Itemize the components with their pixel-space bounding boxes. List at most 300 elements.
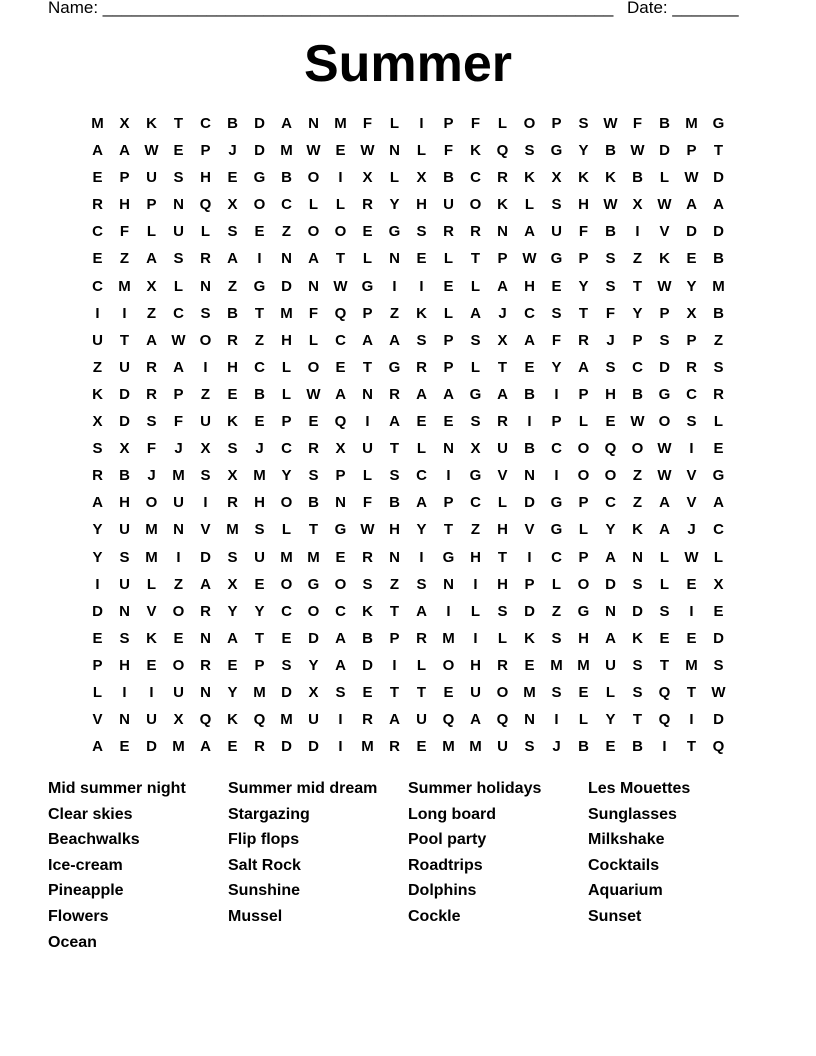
grid-letter[interactable]: X [335, 440, 346, 458]
grid-letter[interactable]: E [335, 142, 346, 160]
grid-letter[interactable]: P [578, 250, 589, 268]
grid-letter[interactable]: Q [658, 711, 671, 729]
grid-letter[interactable]: L [308, 196, 319, 214]
grid-letter[interactable]: C [281, 602, 292, 620]
grid-letter[interactable]: P [659, 304, 670, 322]
grid-letter[interactable]: N [308, 277, 319, 295]
grid-letter[interactable]: J [147, 467, 156, 485]
grid-letter[interactable]: T [497, 548, 508, 566]
grid-letter[interactable]: O [307, 169, 320, 187]
grid-letter[interactable]: C [632, 358, 643, 376]
grid-letter[interactable]: Q [253, 711, 266, 729]
grid-letter[interactable]: A [578, 358, 589, 376]
grid-letter[interactable]: S [632, 656, 643, 674]
grid-letter[interactable]: O [334, 223, 347, 241]
grid-letter[interactable]: O [307, 602, 320, 620]
letter-grid[interactable] [84, 110, 732, 760]
grid-letter[interactable]: I [554, 385, 559, 403]
grid-letter[interactable]: V [659, 223, 670, 241]
grid-letter[interactable]: C [200, 115, 211, 132]
grid-letter[interactable]: E [605, 413, 616, 431]
grid-letter[interactable]: W [306, 385, 321, 403]
grid-letter[interactable]: E [92, 250, 103, 268]
grid-letter[interactable]: N [389, 250, 400, 268]
grid-letter[interactable]: D [281, 277, 292, 295]
grid-letter[interactable]: R [362, 711, 373, 729]
grid-letter[interactable]: B [308, 494, 319, 512]
grid-letter[interactable]: X [227, 196, 238, 214]
grid-letter[interactable]: T [686, 683, 697, 701]
grid-letter[interactable]: P [686, 331, 697, 349]
grid-letter[interactable]: E [524, 358, 535, 376]
grid-letter[interactable]: A [227, 629, 238, 647]
grid-letter[interactable]: N [605, 602, 616, 620]
grid-letter[interactable]: K [524, 169, 535, 187]
grid-letter[interactable]: C [335, 602, 346, 620]
grid-letter[interactable]: H [119, 494, 130, 512]
grid-letter[interactable]: A [200, 575, 211, 593]
grid-letter[interactable]: S [119, 548, 130, 566]
grid-letter[interactable]: C [281, 440, 292, 458]
grid-letter[interactable]: A [119, 142, 130, 160]
grid-letter[interactable]: Y [227, 602, 238, 620]
grid-letter[interactable]: C [281, 196, 292, 214]
grid-letter[interactable]: W [684, 169, 699, 187]
grid-letter[interactable]: T [173, 115, 184, 132]
grid-letter[interactable]: C [551, 548, 562, 566]
grid-letter[interactable]: D [686, 223, 697, 241]
grid-letter[interactable]: S [92, 440, 103, 458]
grid-letter[interactable]: M [226, 521, 239, 539]
grid-letter[interactable]: U [497, 440, 508, 458]
grid-letter[interactable]: U [443, 196, 454, 214]
grid-letter[interactable]: O [658, 413, 671, 431]
grid-letter[interactable]: F [146, 440, 157, 458]
grid-letter[interactable]: R [146, 358, 157, 376]
grid-letter[interactable]: A [335, 656, 346, 674]
grid-letter[interactable]: L [659, 169, 670, 187]
grid-letter[interactable]: B [578, 738, 589, 756]
grid-letter[interactable]: A [686, 196, 697, 214]
grid-letter[interactable]: E [227, 738, 238, 756]
grid-letter[interactable]: A [470, 304, 481, 322]
grid-letter[interactable]: W [171, 331, 186, 349]
grid-letter[interactable]: E [659, 629, 670, 647]
grid-letter[interactable]: A [335, 385, 346, 403]
grid-letter[interactable]: X [686, 304, 697, 322]
grid-letter[interactable]: M [469, 738, 482, 756]
grid-letter[interactable]: M [442, 629, 455, 647]
grid-letter[interactable]: L [497, 629, 508, 647]
grid-letter[interactable]: P [443, 331, 454, 349]
grid-letter[interactable]: X [119, 440, 130, 458]
grid-letter[interactable]: L [659, 548, 670, 566]
grid-letter[interactable]: N [173, 196, 184, 214]
grid-letter[interactable]: U [119, 575, 130, 593]
grid-letter[interactable]: M [523, 683, 536, 701]
grid-letter[interactable]: P [578, 548, 589, 566]
grid-letter[interactable]: R [389, 385, 400, 403]
grid-letter[interactable]: S [227, 548, 238, 566]
grid-letter[interactable]: S [416, 331, 427, 349]
grid-letter[interactable]: A [308, 250, 319, 268]
grid-letter[interactable]: Z [119, 250, 130, 268]
grid-letter[interactable]: A [416, 494, 427, 512]
grid-letter[interactable]: S [713, 358, 724, 376]
grid-letter[interactable]: R [362, 548, 373, 566]
grid-letter[interactable]: R [200, 656, 211, 674]
grid-letter[interactable]: F [551, 331, 562, 349]
grid-letter[interactable]: U [416, 711, 427, 729]
grid-letter[interactable]: C [335, 331, 346, 349]
grid-letter[interactable]: M [334, 115, 347, 132]
grid-letter[interactable]: F [605, 304, 616, 322]
grid-letter[interactable]: C [524, 304, 535, 322]
grid-letter[interactable]: N [308, 115, 319, 132]
grid-letter[interactable]: Z [389, 304, 400, 322]
grid-letter[interactable]: K [659, 250, 670, 268]
grid-letter[interactable]: R [497, 169, 508, 187]
grid-letter[interactable]: H [416, 196, 427, 214]
grid-letter[interactable]: N [119, 711, 130, 729]
grid-letter[interactable]: V [146, 602, 157, 620]
grid-letter[interactable]: J [687, 521, 696, 539]
grid-letter[interactable]: D [254, 115, 265, 132]
grid-letter[interactable]: S [686, 413, 697, 431]
grid-letter[interactable]: H [578, 196, 589, 214]
grid-letter[interactable]: B [524, 440, 535, 458]
grid-letter[interactable]: Y [308, 656, 319, 674]
grid-letter[interactable]: I [419, 115, 424, 132]
grid-letter[interactable]: E [686, 629, 697, 647]
grid-letter[interactable]: K [227, 711, 238, 729]
grid-letter[interactable]: H [200, 169, 211, 187]
grid-letter[interactable]: V [92, 711, 103, 729]
grid-letter[interactable]: Y [92, 521, 103, 539]
grid-letter[interactable]: E [686, 250, 697, 268]
grid-letter[interactable]: F [173, 413, 184, 431]
grid-letter[interactable]: R [416, 629, 427, 647]
grid-letter[interactable]: K [605, 169, 616, 187]
grid-letter[interactable]: X [470, 440, 481, 458]
grid-letter[interactable]: Y [92, 548, 103, 566]
grid-letter[interactable]: T [308, 521, 319, 539]
grid-letter[interactable]: H [605, 385, 616, 403]
grid-letter[interactable]: E [416, 413, 427, 431]
grid-letter[interactable]: N [443, 575, 454, 593]
grid-letter[interactable]: S [362, 575, 373, 593]
grid-letter[interactable]: Z [146, 304, 157, 322]
grid-letter[interactable]: M [280, 142, 293, 160]
grid-letter[interactable]: G [550, 250, 563, 268]
grid-letter[interactable]: P [497, 250, 508, 268]
grid-letter[interactable]: I [149, 683, 154, 701]
grid-letter[interactable]: P [119, 169, 130, 187]
grid-letter[interactable]: G [361, 277, 374, 295]
grid-letter[interactable]: E [605, 738, 616, 756]
grid-letter[interactable]: E [227, 169, 238, 187]
grid-letter[interactable]: L [605, 683, 616, 701]
grid-letter[interactable]: R [443, 223, 454, 241]
grid-letter[interactable]: S [416, 575, 427, 593]
grid-letter[interactable]: G [550, 494, 563, 512]
grid-letter[interactable]: B [443, 169, 454, 187]
grid-letter[interactable]: H [281, 331, 292, 349]
grid-letter[interactable]: M [361, 738, 374, 756]
grid-letter[interactable]: I [95, 304, 100, 322]
grid-letter[interactable]: V [497, 467, 508, 485]
grid-letter[interactable]: T [497, 358, 508, 376]
grid-letter[interactable]: G [334, 521, 347, 539]
grid-letter[interactable]: N [200, 277, 211, 295]
grid-letter[interactable]: S [551, 304, 562, 322]
grid-letter[interactable]: O [199, 331, 212, 349]
grid-letter[interactable]: J [228, 142, 237, 160]
grid-letter[interactable]: M [280, 711, 293, 729]
grid-letter[interactable]: S [605, 277, 616, 295]
grid-letter[interactable]: E [92, 629, 103, 647]
grid-letter[interactable]: I [689, 602, 694, 620]
grid-letter[interactable]: R [200, 602, 211, 620]
grid-letter[interactable]: X [119, 115, 130, 132]
grid-letter[interactable]: D [200, 548, 211, 566]
grid-letter[interactable]: P [146, 196, 157, 214]
grid-letter[interactable]: N [173, 521, 184, 539]
grid-letter[interactable]: P [551, 115, 562, 132]
grid-letter[interactable]: P [362, 304, 373, 322]
grid-letter[interactable]: L [524, 196, 535, 214]
grid-letter[interactable]: X [173, 711, 184, 729]
grid-letter[interactable]: S [200, 467, 211, 485]
grid-letter[interactable]: M [145, 548, 158, 566]
grid-letter[interactable]: Y [551, 358, 562, 376]
grid-letter[interactable]: X [227, 467, 238, 485]
grid-letter[interactable]: G [577, 602, 590, 620]
grid-letter[interactable]: S [605, 358, 616, 376]
grid-letter[interactable]: Q [334, 413, 347, 431]
grid-letter[interactable]: I [554, 467, 559, 485]
grid-letter[interactable]: B [713, 250, 724, 268]
grid-letter[interactable]: W [630, 413, 645, 431]
grid-letter[interactable]: I [527, 413, 532, 431]
grid-letter[interactable]: R [146, 385, 157, 403]
grid-letter[interactable]: H [389, 521, 400, 539]
grid-letter[interactable]: A [524, 331, 535, 349]
grid-letter[interactable]: H [497, 575, 508, 593]
grid-letter[interactable]: Y [254, 602, 265, 620]
grid-letter[interactable]: T [254, 629, 265, 647]
grid-letter[interactable]: O [577, 575, 590, 593]
grid-letter[interactable]: E [281, 629, 292, 647]
grid-letter[interactable]: P [173, 385, 184, 403]
grid-letter[interactable]: I [176, 548, 181, 566]
grid-letter[interactable]: S [551, 683, 562, 701]
grid-letter[interactable]: B [119, 467, 130, 485]
grid-letter[interactable]: E [92, 169, 103, 187]
grid-letter[interactable]: J [498, 304, 507, 322]
grid-letter[interactable]: L [659, 575, 670, 593]
grid-letter[interactable]: S [416, 223, 427, 241]
grid-letter[interactable]: C [173, 304, 184, 322]
grid-letter[interactable]: D [146, 738, 157, 756]
grid-letter[interactable]: T [389, 440, 400, 458]
grid-letter[interactable]: G [388, 223, 401, 241]
grid-letter[interactable]: D [713, 223, 724, 241]
grid-letter[interactable]: L [308, 331, 319, 349]
grid-letter[interactable]: L [497, 494, 508, 512]
grid-letter[interactable]: F [308, 304, 319, 322]
grid-letter[interactable]: U [173, 223, 184, 241]
name-field[interactable]: Name: ______________________________________________________ [48, 0, 614, 17]
grid-letter[interactable]: S [605, 250, 616, 268]
grid-letter[interactable]: A [713, 494, 724, 512]
grid-letter[interactable]: M [172, 738, 185, 756]
grid-letter[interactable]: K [416, 304, 427, 322]
grid-letter[interactable]: O [496, 683, 509, 701]
grid-letter[interactable]: I [122, 304, 127, 322]
grid-letter[interactable]: D [713, 711, 724, 729]
grid-letter[interactable]: L [200, 223, 211, 241]
grid-letter[interactable]: S [470, 413, 481, 431]
grid-letter[interactable]: X [227, 575, 238, 593]
grid-letter[interactable]: D [308, 629, 319, 647]
grid-letter[interactable]: L [416, 656, 427, 674]
grid-letter[interactable]: E [551, 277, 562, 295]
grid-letter[interactable]: M [550, 656, 563, 674]
grid-letter[interactable]: A [659, 521, 670, 539]
grid-letter[interactable]: M [685, 656, 698, 674]
grid-letter[interactable]: V [686, 467, 697, 485]
grid-letter[interactable]: S [335, 683, 346, 701]
grid-letter[interactable]: G [712, 467, 725, 485]
grid-letter[interactable]: A [416, 385, 427, 403]
grid-letter[interactable]: T [470, 250, 481, 268]
grid-letter[interactable]: U [308, 711, 319, 729]
grid-letter[interactable]: M [280, 304, 293, 322]
grid-letter[interactable]: M [577, 656, 590, 674]
grid-letter[interactable]: D [119, 385, 130, 403]
grid-letter[interactable]: C [470, 494, 481, 512]
grid-letter[interactable]: Z [632, 467, 643, 485]
grid-letter[interactable]: R [389, 738, 400, 756]
grid-letter[interactable]: V [686, 494, 697, 512]
grid-letter[interactable]: U [200, 413, 211, 431]
grid-letter[interactable]: B [605, 142, 616, 160]
grid-letter[interactable]: D [713, 169, 724, 187]
grid-letter[interactable]: E [524, 656, 535, 674]
grid-letter[interactable]: U [119, 521, 130, 539]
grid-letter[interactable]: S [227, 223, 238, 241]
grid-letter[interactable]: I [635, 223, 640, 241]
grid-letter[interactable]: C [92, 223, 103, 241]
grid-letter[interactable]: T [335, 250, 346, 268]
grid-letter[interactable]: I [473, 629, 478, 647]
grid-letter[interactable]: T [389, 683, 400, 701]
grid-letter[interactable]: B [632, 385, 643, 403]
grid-letter[interactable]: O [253, 196, 266, 214]
grid-letter[interactable]: B [227, 304, 238, 322]
grid-letter[interactable]: D [281, 738, 292, 756]
grid-letter[interactable]: Q [604, 440, 617, 458]
grid-letter[interactable]: O [280, 494, 293, 512]
grid-letter[interactable]: M [280, 548, 293, 566]
grid-letter[interactable]: L [92, 683, 103, 701]
grid-letter[interactable]: C [254, 358, 265, 376]
grid-letter[interactable]: U [173, 683, 184, 701]
grid-letter[interactable]: E [335, 548, 346, 566]
grid-letter[interactable]: S [254, 521, 265, 539]
grid-letter[interactable]: W [522, 250, 537, 268]
grid-letter[interactable]: I [203, 494, 208, 512]
grid-letter[interactable]: F [578, 223, 589, 241]
grid-letter[interactable]: I [662, 738, 667, 756]
grid-letter[interactable]: R [497, 413, 508, 431]
grid-letter[interactable]: D [281, 683, 292, 701]
grid-letter[interactable]: U [173, 494, 184, 512]
grid-letter[interactable]: Y [281, 467, 292, 485]
grid-letter[interactable]: O [280, 575, 293, 593]
grid-letter[interactable]: C [551, 440, 562, 458]
grid-letter[interactable]: Y [605, 711, 616, 729]
grid-letter[interactable]: D [605, 575, 616, 593]
grid-letter[interactable]: L [470, 358, 481, 376]
grid-letter[interactable]: Q [199, 711, 212, 729]
grid-letter[interactable]: E [119, 738, 130, 756]
grid-letter[interactable]: M [307, 548, 320, 566]
grid-letter[interactable]: E [227, 656, 238, 674]
grid-letter[interactable]: S [551, 196, 562, 214]
grid-letter[interactable]: C [713, 521, 724, 539]
grid-letter[interactable]: S [578, 115, 589, 132]
grid-letter[interactable]: T [659, 656, 670, 674]
grid-letter[interactable]: G [469, 467, 482, 485]
grid-letter[interactable]: I [257, 250, 262, 268]
grid-letter[interactable]: M [685, 115, 698, 132]
grid-letter[interactable]: S [497, 602, 508, 620]
grid-letter[interactable]: N [200, 683, 211, 701]
grid-letter[interactable]: L [713, 413, 724, 431]
grid-letter[interactable]: D [308, 738, 319, 756]
grid-letter[interactable]: S [659, 331, 670, 349]
grid-letter[interactable]: L [443, 304, 454, 322]
grid-letter[interactable]: D [713, 629, 724, 647]
grid-letter[interactable]: R [578, 331, 589, 349]
grid-letter[interactable]: O [307, 223, 320, 241]
grid-letter[interactable]: V [200, 521, 211, 539]
grid-letter[interactable]: B [659, 115, 670, 132]
grid-letter[interactable]: N [200, 629, 211, 647]
grid-letter[interactable]: H [119, 656, 130, 674]
grid-letter[interactable]: A [497, 277, 508, 295]
grid-letter[interactable]: E [308, 413, 319, 431]
grid-letter[interactable]: T [632, 711, 643, 729]
grid-letter[interactable]: G [658, 385, 671, 403]
grid-letter[interactable]: X [497, 331, 508, 349]
grid-letter[interactable]: A [713, 196, 724, 214]
grid-letter[interactable]: A [389, 413, 400, 431]
grid-letter[interactable]: Z [470, 521, 481, 539]
grid-letter[interactable]: A [227, 250, 238, 268]
grid-letter[interactable]: K [497, 196, 508, 214]
grid-letter[interactable]: V [524, 521, 535, 539]
grid-letter[interactable]: L [713, 548, 724, 566]
grid-letter[interactable]: Z [713, 331, 724, 349]
grid-letter[interactable]: Z [632, 494, 643, 512]
grid-letter[interactable]: D [659, 142, 670, 160]
grid-letter[interactable]: P [524, 575, 535, 593]
grid-letter[interactable]: L [578, 413, 589, 431]
grid-letter[interactable]: G [712, 115, 725, 132]
